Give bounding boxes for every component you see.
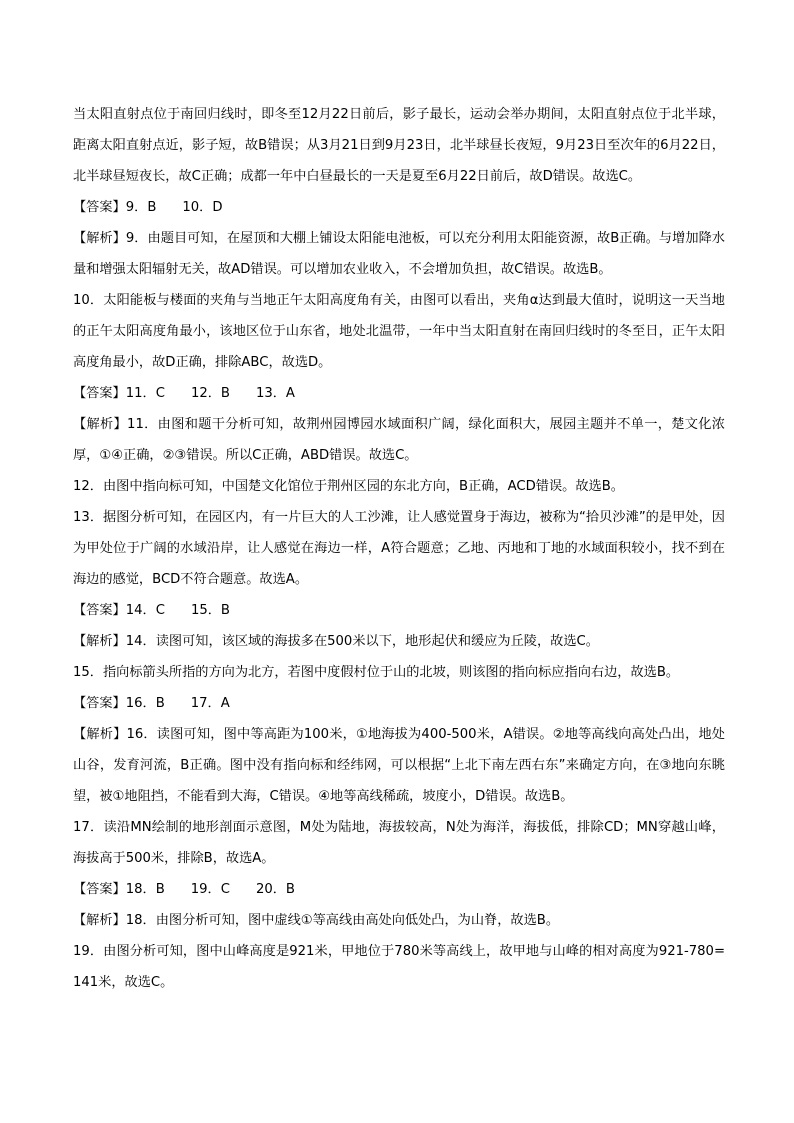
answer-item: 12．B — [190, 386, 230, 401]
explanation-17: 17．读沿MN绘制的地形剖面示意图，M处为陆地，海拔较高，N处为海洋，海拔低，排除CD；MN穿越山峰，海拔高于500米，排除B，故选A。 — [73, 820, 725, 866]
answer-label: 【答案】 — [73, 603, 126, 618]
answer-item: 18．B — [125, 882, 165, 897]
answer-item: 15．B — [190, 603, 230, 618]
explanation-16: 【解析】16．读图可知，图中等高距为100米，①地海拔为400-500米，A错误。②地等高线向高处凸出，地处山谷，发育河流，B正确。图中没有指向标和经纬网，可以根据“上北下南左西右东”来确定方向，在③地向东眺望，被①地阻挡，不能看到大海，C错误。④地等高线稀疏，坡度小，D错误。故选B。 — [73, 727, 725, 804]
answer-line-18-20 — [73, 874, 725, 905]
explanation-10: 10．太阳能板与楼面的夹角与当地正午太阳高度角有关，由图可以看出，夹角α达到最大值时，说明这一天当地的正午太阳高度角最小，该地区位于山东省，地处北温带，一年中当太阳直射在南回归线时的冬至日，正午太阳高度角最小，故D正确，排除ABC，故选D。 — [73, 293, 725, 370]
answer-item: 9．B — [125, 200, 157, 215]
answer-item: 11．C — [125, 386, 165, 401]
answer-label: 【答案】 — [73, 200, 126, 215]
answer-item: 14．C — [125, 603, 165, 618]
explanation-8-continued: 当太阳直射点位于南回归线时，即冬至12月22日前后，影子最长，运动会举办期间，太阳直射点位于北半球，距离太阳直射点近，影子短，故B错误；从3月21日到9月23日，北半球昼长夜短，9月23日至次年的6月22日，北半球昼短夜长，故C正确；成都一年中白昼最长的一天是夏至6月22日前后，故D错误。故选C。 — [73, 107, 725, 184]
answer-label: 【答案】 — [73, 882, 126, 897]
answer-label: 【答案】 — [73, 696, 126, 711]
explanation-13: 13．据图分析可知，在园区内，有一片巨大的人工沙滩，让人感觉置身于海边，被称为“拾贝沙滩”的是甲处，因为甲处位于广阔的水域沿岸，让人感觉在海边一样，A符合题意；乙地、丙地和丁地的水域面积较小，找不到在海边的感觉，BCD不符合题意。故选A。 — [73, 510, 725, 587]
answer-item: 16．B — [125, 696, 165, 711]
answer-item: 20．B — [255, 882, 295, 897]
answer-line-9-10 — [73, 192, 725, 223]
explanation-14: 【解析】14．读图可知，该区域的海拔多在500米以下，地形起伏和缓应为丘陵，故选C。 — [73, 634, 599, 649]
explanation-15: 15．指向标箭头所指的方向为北方，若图中度假村位于山的北坡，则该图的指向标应指向右边，故选B。 — [73, 665, 680, 680]
answer-label: 【答案】 — [73, 386, 126, 401]
answer-item: 10．D — [182, 200, 223, 215]
answer-item: 17．A — [190, 696, 230, 711]
explanation-11: 【解析】11．由图和题干分析可知，故荆州园博园水域面积广阔，绿化面积大，展园主题并不单一，楚文化浓厚，①④正确，②③错误。所以C正确，ABD错误。故选C。 — [73, 417, 725, 463]
explanation-12: 12．由图中指向标可知，中国楚文化馆位于荆州区园的东北方向，B正确，ACD错误。故选B。 — [73, 479, 624, 494]
explanation-9: 【解析】9．由题目可知，在屋顶和大棚上铺设太阳能电池板，可以充分利用太阳能资源，故B正确。与增加降水量和增强太阳辐射无关，故AD错误。可以增加农业收入，不会增加负担，故C错误。故选B。 — [73, 231, 725, 277]
answer-item: 19．C — [190, 882, 230, 897]
answer-item: 13．A — [255, 386, 295, 401]
explanation-19: 19．由图分析可知，图中山峰高度是921米，甲地位于780米等高线上，故甲地与山峰的相对高度为921-780=141米，故选C。 — [73, 944, 725, 990]
answer-line-11-13 — [73, 378, 725, 409]
explanation-18: 【解析】18．由图分析可知，图中虚线①等高线由高处向低处凸，为山脊，故选B。 — [73, 913, 560, 928]
answer-line-14-15 — [73, 595, 725, 626]
answer-line-16-17 — [73, 688, 725, 719]
answer-key-body — [73, 99, 725, 998]
